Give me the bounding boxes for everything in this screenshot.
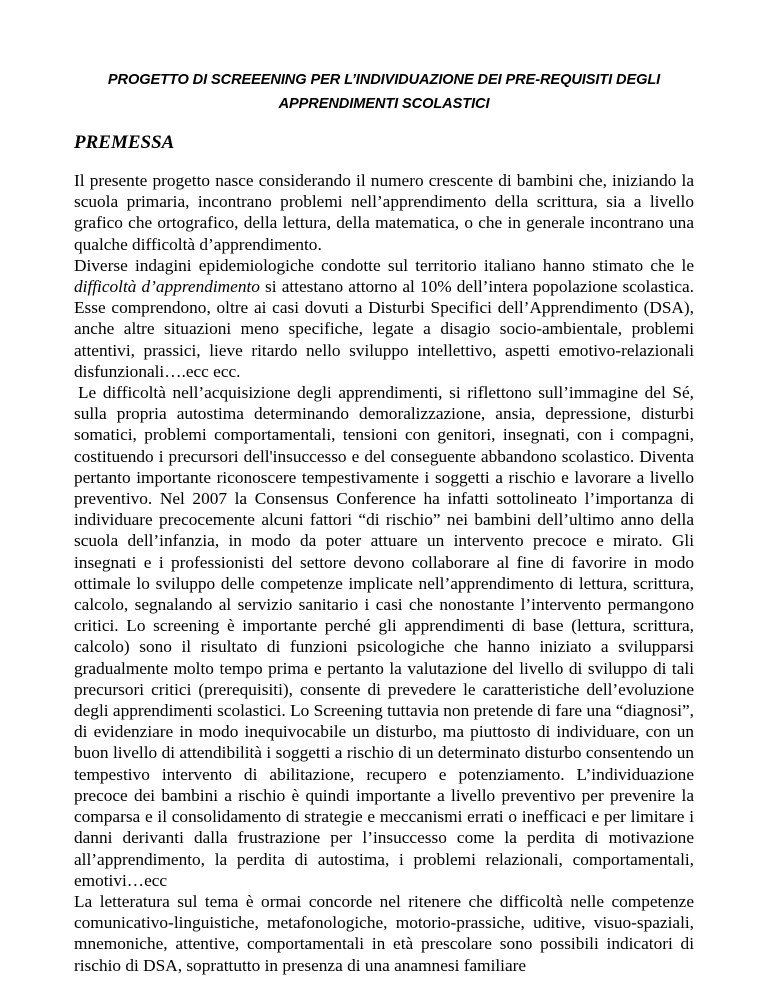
paragraph-4: La letteratura sul tema è ormai concorde nel ritenere che difficoltà nelle competenze comunicativo-linguistiche, metafonologiche, motorio-prassiche, uditive, visuo-spaziali, mnemoniche, attentive, comportamentali in età prescolare sono possibili indicatori di rischio di DSA, soprattutto in presenza di una anamnesi familiare xyxy=(74,891,694,975)
paragraph-1: Il presente progetto nasce considerando il numero crescente di bambini che, iniziando la scuola primaria, incontrano problemi nell’apprendimento della scrittura, sia a livello grafico che ortografico, della lettura, della matematica, o che in generale incontrano una qualche difficoltà d’apprendimento. xyxy=(74,171,694,254)
paragraph-2-start: Diverse indagini epidemiologiche condotte sul territorio italiano hanno stimato che le xyxy=(74,255,694,275)
paragraph-3: Le difficoltà nell’acquisizione degli apprendimenti, si riflettono sull’immagine del Sé, sulla propria autostima determinando demoralizzazione, ansia, depressione, disturbi somatici, problemi comportamentali, tensioni con genitori, insegnati, con i compagni, costituendo i precursori dell'insuccesso e del conseguente abbandono scolastico. Diventa pertanto importante riconoscere tempestivamente i soggetti a rischio e lavorare a livello preventivo. Nel 2007 la Consensus Conference ha infatti sottolineato l’importanza di individuare precocemente alcuni fattori “di rischio” nei bambini dell’ultimo anno della scuola dell’infanzia, in modo da poter attuare un intervento precoce e mirato. Gli insegnati e i professionisti del settore devono collaborare al fine di favorire in modo ottimale lo sviluppo delle competenze implicate nell’apprendimento di lettura, scrittura, calcolo, segnalando al servizio sanitario i casi che nonostante l’intervento permangono critici. Lo screening è importante perché gli apprendimenti di base (lettura, scrittura, calcolo) sono il risultato di funzioni psicologiche che hanno iniziato a svilupparsi gradualmente molto tempo prima e pertanto la valutazione del livello di sviluppo di tali precursori critici (prerequisiti), consente di prevedere le caratteristiche dell’evoluzione degli apprendimenti scolastici. Lo Screening tuttavia non pretende di fare una “diagnosi”, di evidenziare in modo inequivocabile un disturbo, ma piuttosto di individuare, con un buon livello di attendibilità i soggetti a rischio di un determinato disturbo consentendo un tempestivo intervento di abilitazione, recupero e potenziamento. L’individuazione precoce dei bambini a rischio è quindi importante a livello preventivo per prevenire la comparsa e il consolidamento di strategie e meccanismi errati o inefficaci e per limitare i danni derivanti dalla frustrazione per l’insuccesso come la perdita di motivazione all’apprendimento, la perdita di autostima, i problemi relazionali, comportamentali, emotivi…ecc xyxy=(74,383,694,890)
paragraph-2-end: si attestano attorno al 10% dell’intera popolazione scolastica. Esse comprendono, oltre ai casi dovuti a Disturbi Specifici dell’Apprendimento (DSA), anche altre situazioni meno specifiche, legate a disagio socio-ambientale, problemi attentivi, prassici, lieve ritardo nello sviluppo intellettivo, aspetti emotivo-relazionali disfunzionali….ecc ecc. xyxy=(74,277,694,381)
paragraph-2 xyxy=(74,255,694,382)
paragraph-2-emphasis: difficoltà d’apprendimento xyxy=(74,277,260,297)
document-body xyxy=(74,170,694,976)
document-title: PROGETTO DI SCREEENING PER L’INDIVIDUAZIONE DEI PRE-REQUISITI DEGLI APPRENDIMENTI SCOLASTICI xyxy=(107,72,661,112)
section-heading: PREMESSA xyxy=(74,132,175,153)
